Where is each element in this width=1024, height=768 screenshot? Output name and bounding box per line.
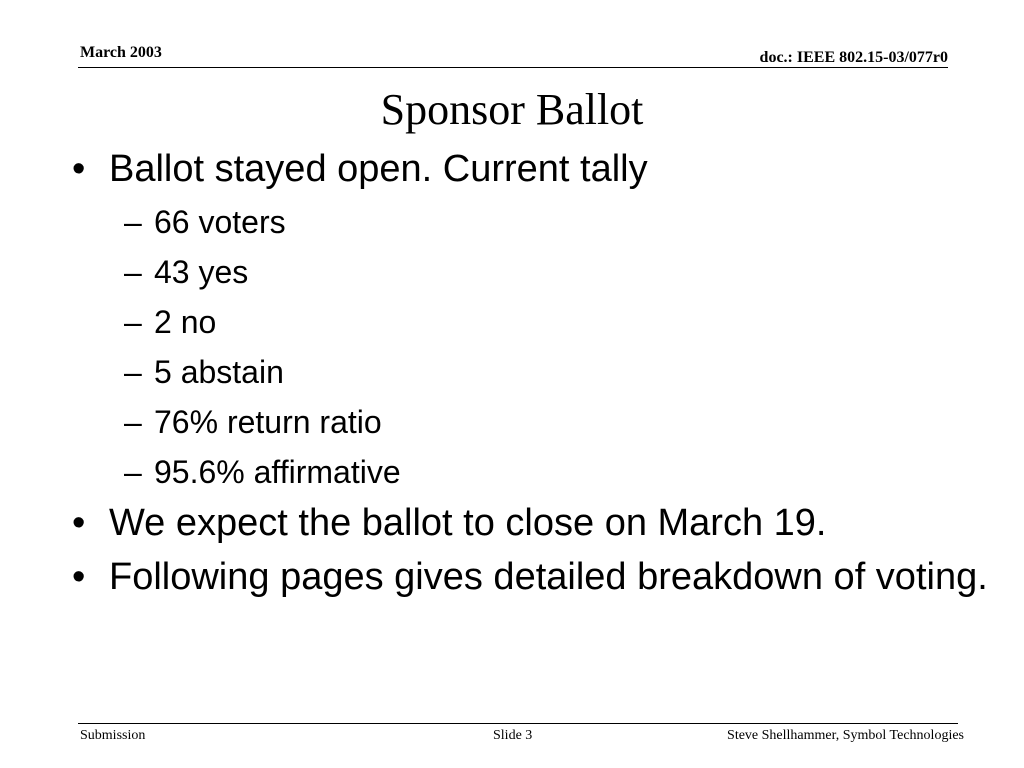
dash-icon: – (124, 354, 142, 390)
bullet-text: Following pages gives detailed breakdown of voting. (109, 556, 988, 598)
header-divider (78, 67, 948, 68)
header-doc-id: doc.: IEEE 802.15-03/077r0 (759, 49, 948, 66)
sub-bullet-text: 95.6% affirmative (154, 454, 401, 490)
bullet-icon: • (72, 556, 86, 598)
dash-icon: – (124, 404, 142, 440)
dash-icon: – (124, 454, 142, 490)
sub-bullet-text: 43 yes (154, 254, 249, 290)
bullet-item (72, 554, 992, 600)
sub-bullet-item (72, 250, 992, 294)
sub-bullet-text: 66 voters (154, 204, 286, 240)
bullet-text: We expect the ballot to close on March 19. (109, 502, 827, 544)
footer-slide-number: Slide 3 (493, 728, 533, 743)
sub-bullet-text: 2 no (154, 304, 217, 340)
bullet-item (72, 146, 992, 192)
dash-icon: – (124, 304, 142, 340)
sub-bullet-item (72, 400, 992, 444)
footer-divider (78, 723, 958, 724)
bullet-icon: • (72, 148, 86, 190)
footer-submission: Submission (80, 728, 146, 743)
slide-content (72, 146, 992, 608)
sub-bullet-item (72, 200, 992, 244)
sub-bullet-item (72, 450, 992, 494)
bullet-item (72, 500, 992, 546)
footer-author: Steve Shellhammer, Symbol Technologies (727, 728, 964, 743)
sub-bullet-text: 76% return ratio (154, 404, 382, 440)
sub-bullet-text: 5 abstain (154, 354, 284, 390)
header-date: March 2003 (80, 44, 162, 61)
sub-bullet-item (72, 350, 992, 394)
sub-bullet-item (72, 300, 992, 344)
sub-bullet-list (72, 200, 992, 494)
dash-icon: – (124, 204, 142, 240)
dash-icon: – (124, 254, 142, 290)
slide-title: Sponsor Ballot (380, 85, 644, 134)
bullet-icon: • (72, 502, 86, 544)
bullet-text: Ballot stayed open. Current tally (109, 148, 648, 190)
